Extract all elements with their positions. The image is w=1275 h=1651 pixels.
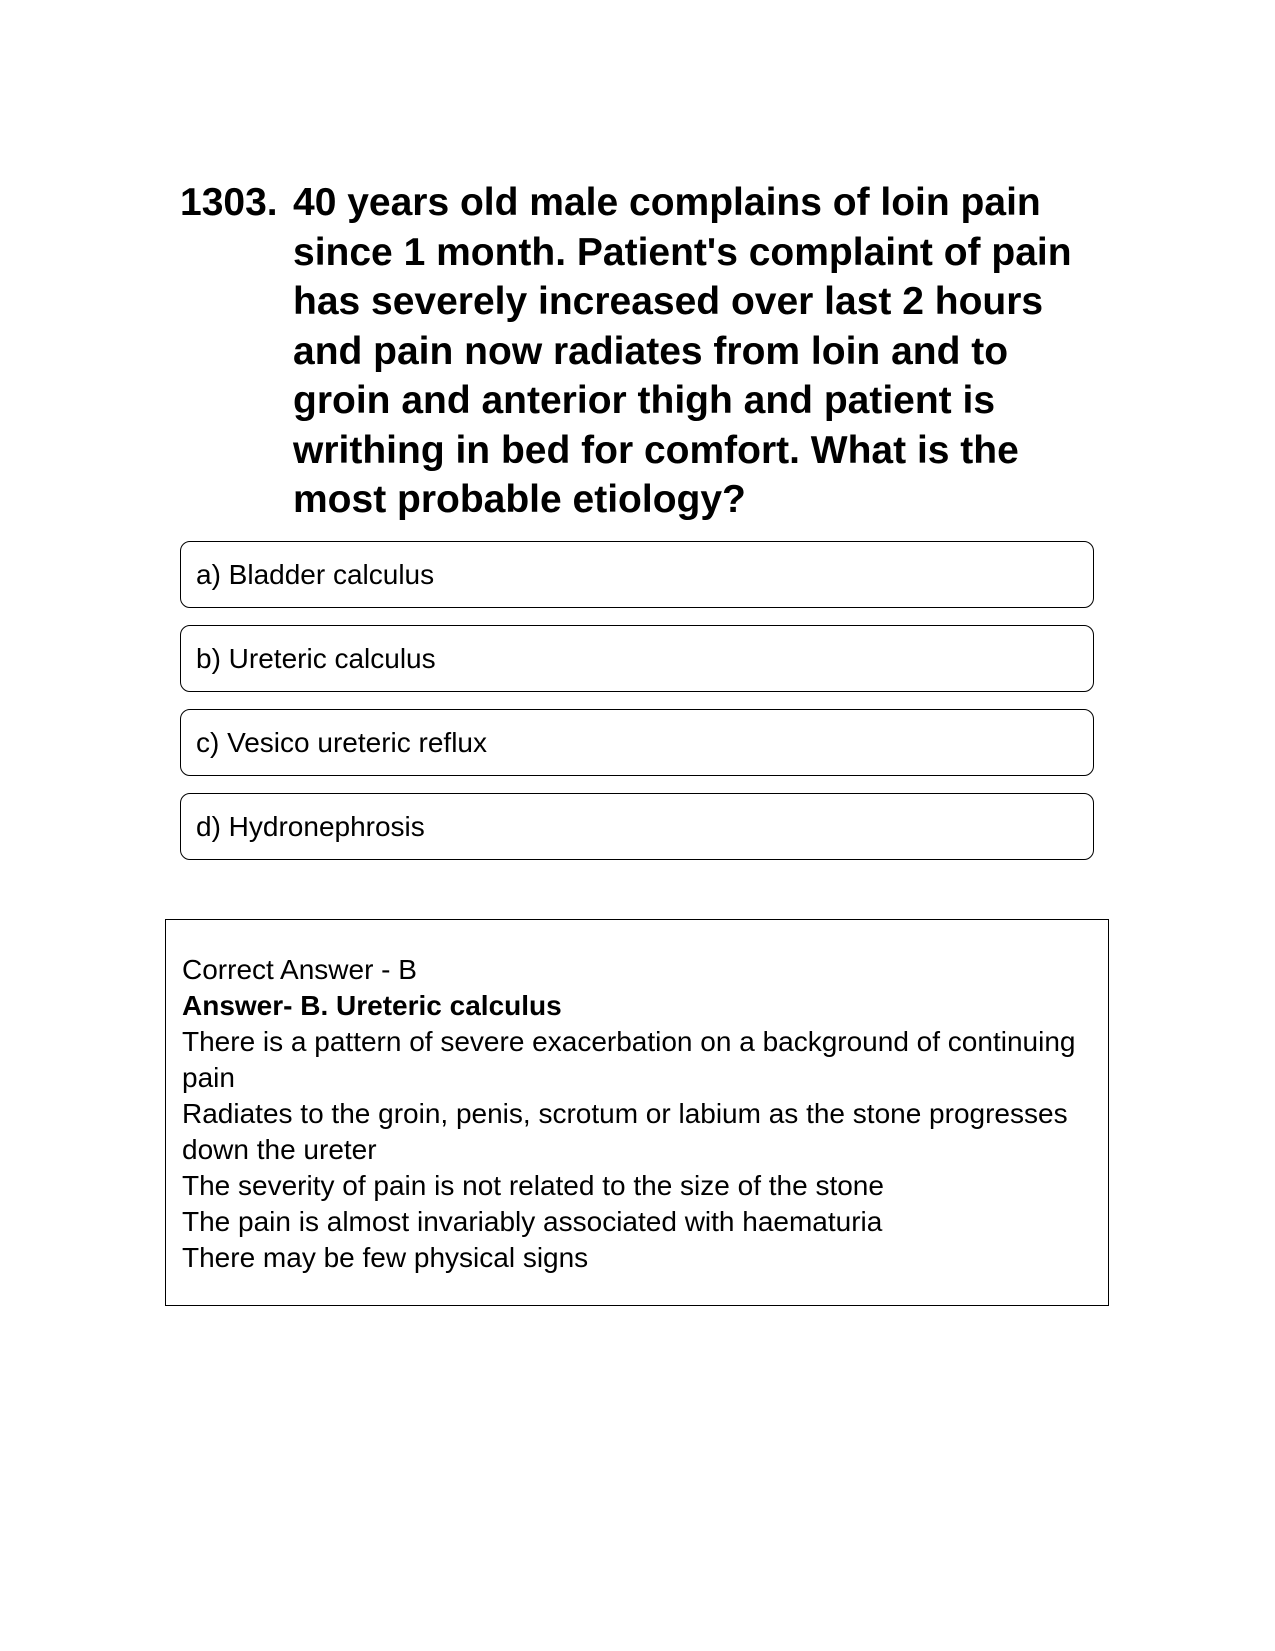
answer-explanation-box <box>165 919 1109 1306</box>
option-a[interactable]: a) Bladder calculus <box>180 541 1094 608</box>
question <box>180 178 1100 525</box>
explanation-line-5: There may be few physical signs <box>182 1242 589 1273</box>
question-number: 1303. <box>180 181 278 224</box>
option-d[interactable]: d) Hydronephrosis <box>180 793 1094 860</box>
correct-answer: Correct Answer - B <box>182 954 417 985</box>
option-b[interactable]: b) Ureteric calculus <box>180 625 1094 692</box>
option-c[interactable]: c) Vesico ureteric reflux <box>180 709 1094 776</box>
explanation-line-4: The pain is almost invariably associated with haematuria <box>182 1206 883 1237</box>
question-text: 40 years old male complains of loin pain since 1 month. Patient's complaint of pain has severely increased over last 2 hours and pain now radiates from loin and to groin and anterior thigh and patient is writhing in bed for comfort. What is the most probable etiology? <box>293 181 1072 521</box>
options-list <box>180 541 1094 877</box>
explanation-line-1: There is a pattern of severe exacerbation on a background of continuing pain <box>182 1026 1076 1093</box>
answer-heading: Answer- B. Ureteric calculus <box>182 990 562 1021</box>
explanation-line-3: The severity of pain is not related to the size of the stone <box>182 1170 884 1201</box>
explanation-line-2: Radiates to the groin, penis, scrotum or labium as the stone progresses down the ureter <box>182 1098 1068 1165</box>
